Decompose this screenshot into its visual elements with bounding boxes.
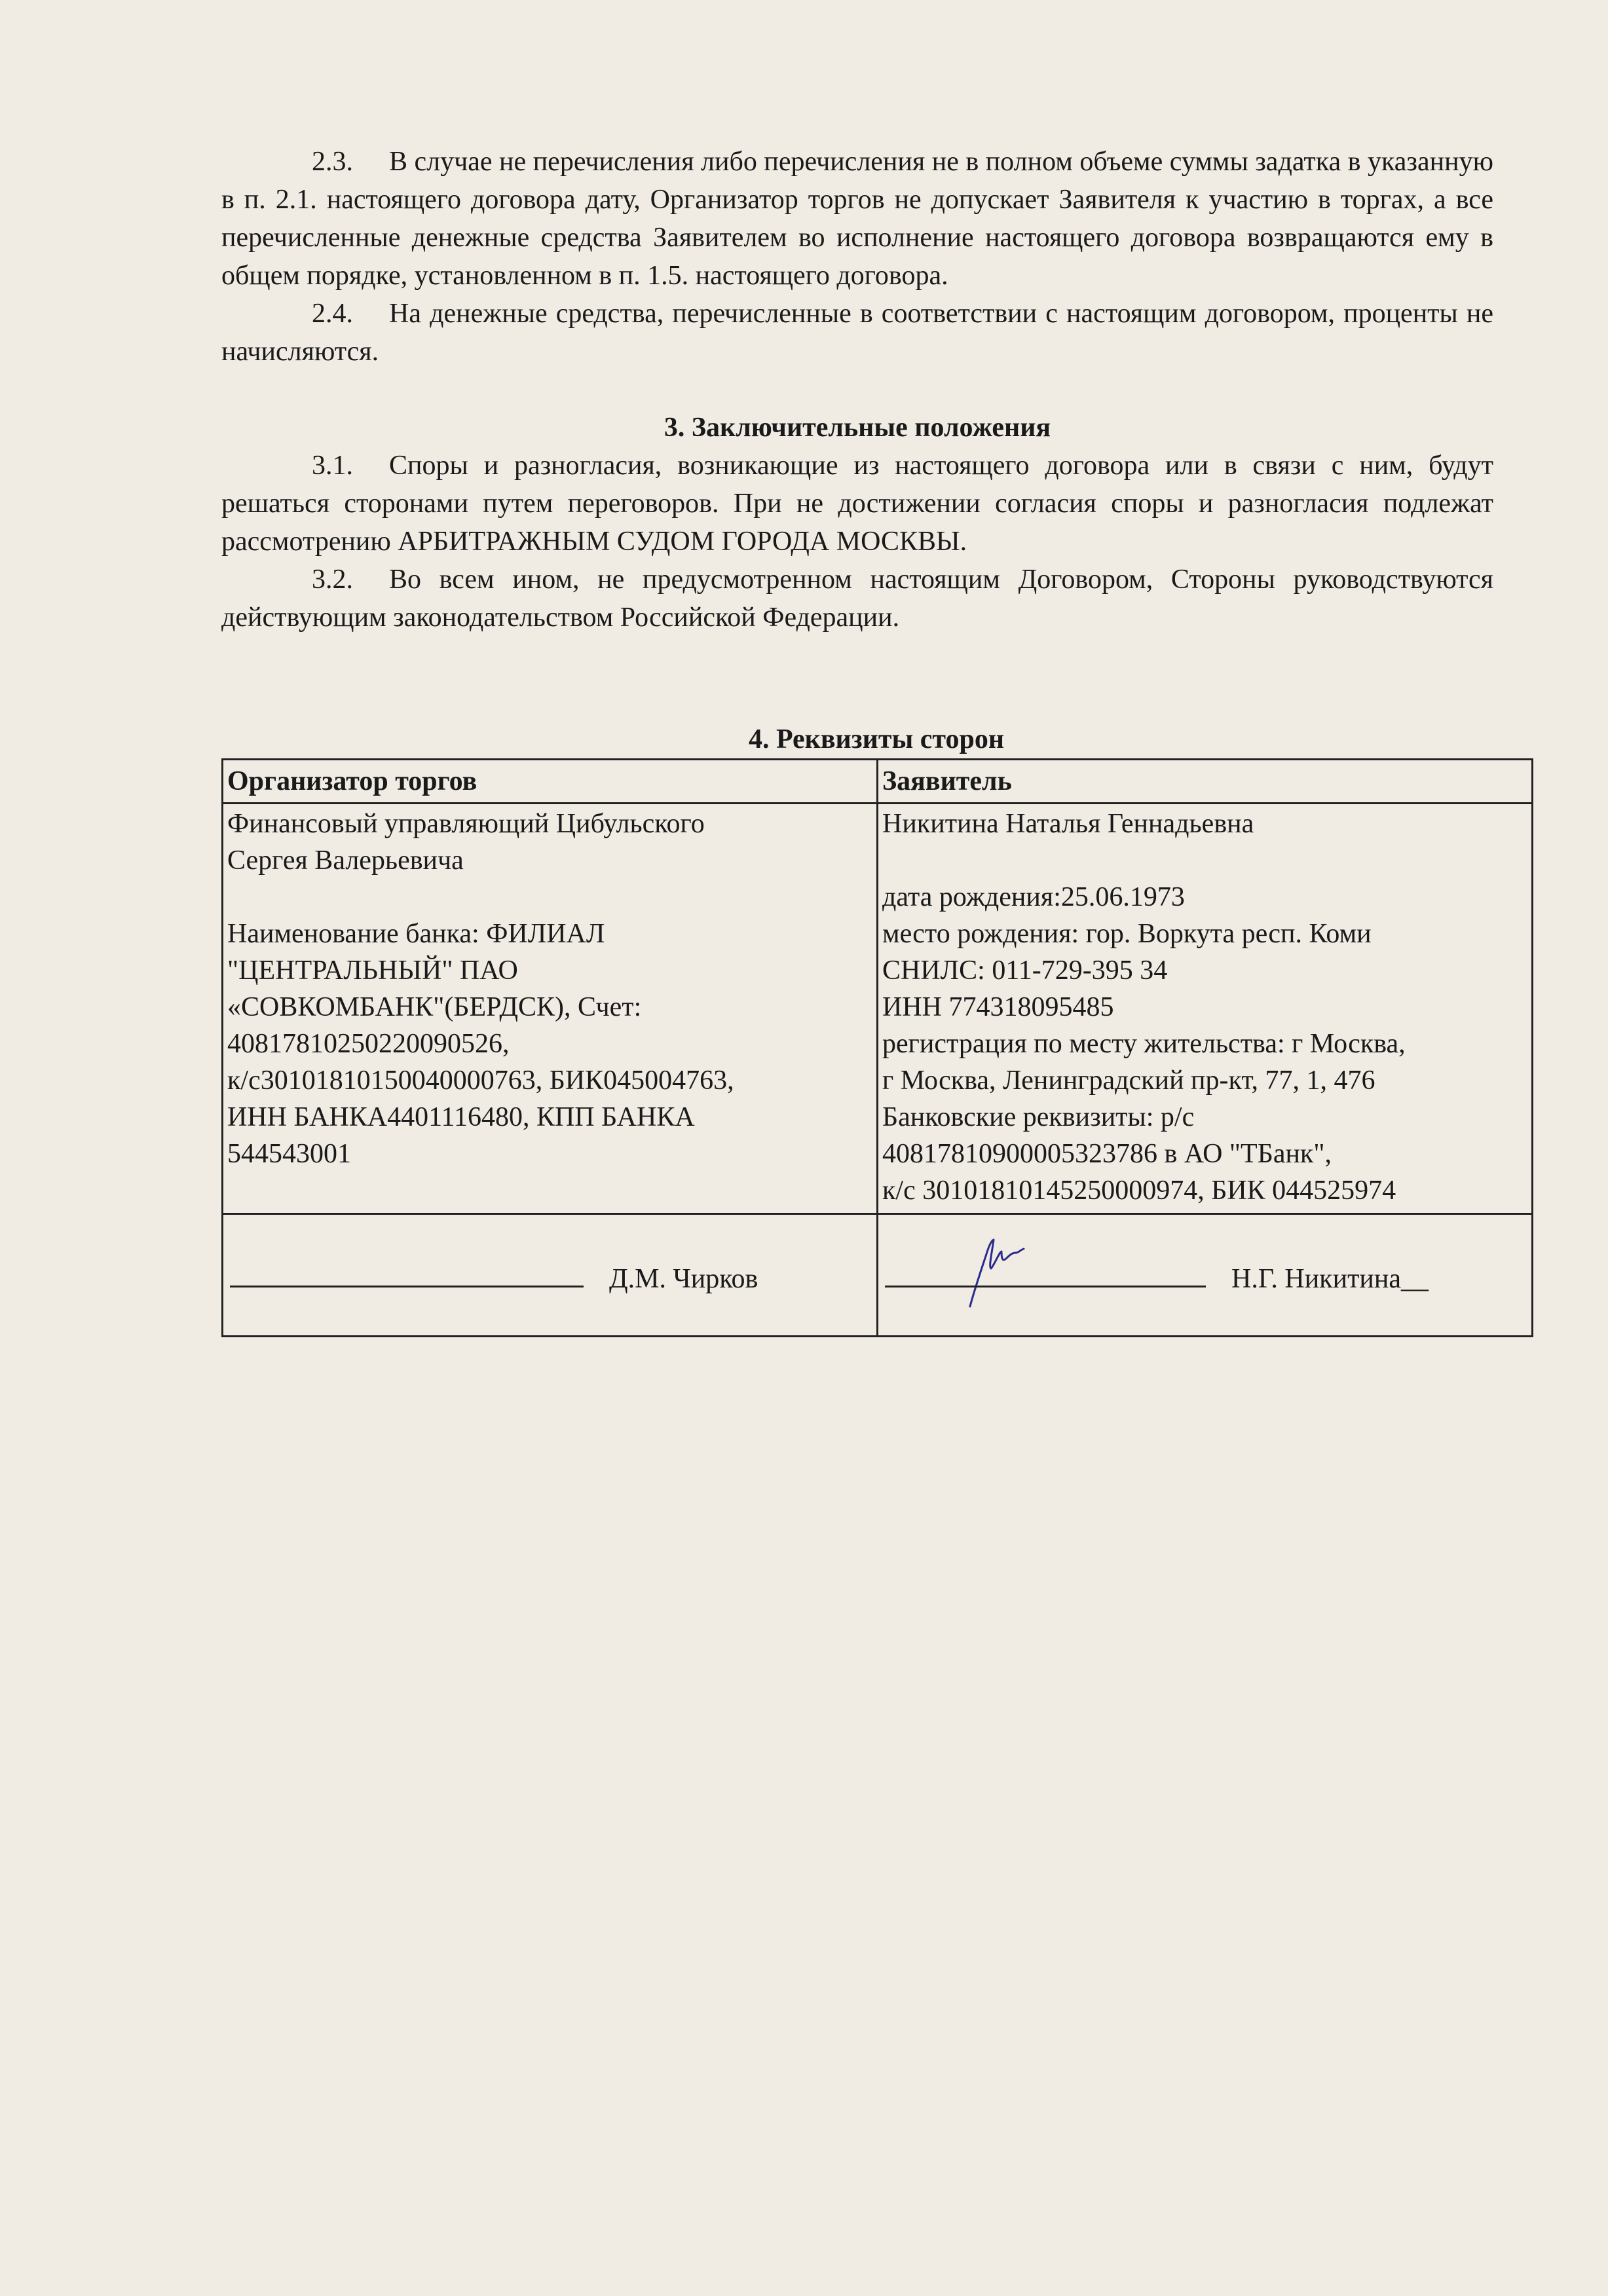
organizer-line: «СОВКОМБАНК"(БЕРДСК), Счет: [227, 992, 642, 1022]
organizer-sign-name: Д.М. Чирков [609, 1264, 758, 1294]
applicant-line: СНИЛС: 011-729-395 34 [882, 955, 1168, 986]
signature-underline [230, 1259, 584, 1287]
paragraph-text: На денежные средства, перечисленные в соответствии с настоящим договором, проценты не начисляются. [221, 299, 1493, 367]
paragraph-3-2 [221, 561, 1493, 637]
table-details-row [223, 804, 1533, 1214]
organizer-line: ИНН БАНКА4401116480, КПП БАНКА [227, 1102, 695, 1132]
organizer-signature-cell [223, 1214, 878, 1337]
paragraph-2-3 [221, 143, 1493, 295]
organizer-line [227, 879, 872, 916]
table-signature-row [223, 1214, 1533, 1337]
organizer-line: "ЦЕНТРАЛЬНЫЙ" ПАО [227, 955, 518, 986]
organizer-details [223, 804, 878, 1214]
organizer-line: 544543001 [227, 1139, 351, 1169]
applicant-line: Никитина Наталья Геннадьевна [882, 809, 1254, 839]
paragraph-text: В случае не перечисления либо перечисления не в полном объеме суммы задатка в указанную в п. 2.1. настоящего договора дату, Организатор торгов не допускает Заявителя к участию в торгах, а все перечисленные денежные средства Заявителем во исполнение настоящего договора возвращаются ему в общем порядке, установленном в п. 1.5. настоящего договора. [221, 147, 1493, 291]
paragraph-3-1 [221, 447, 1493, 561]
header-organizer: Организатор торгов [223, 760, 878, 804]
applicant-line: к/с 30101810145250000974, БИК 044525974 [882, 1176, 1396, 1206]
applicant-line: дата рождения:25.06.1973 [882, 882, 1185, 912]
section-4-title: 4. Реквизиты сторон [748, 724, 1005, 754]
paragraph-number: 3.2. [312, 565, 353, 595]
applicant-line: г Москва, Ленинградский пр-кт, 77, 1, 476 [882, 1065, 1375, 1096]
organizer-line: Наименование банка: ФИЛИАЛ [227, 919, 605, 949]
applicant-line: ИНН 774318095485 [882, 992, 1114, 1022]
document-body [221, 143, 1493, 637]
paragraph-text: Споры и разногласия, возникающие из настоящего договора или в связи с ним, будут решаться сторонами путем переговоров. При не достижении согласия споры и разногласия подлежат рассмотрению АРБИТРАЖНЫМ СУДОМ ГОРОДА МОСКВЫ. [221, 451, 1493, 557]
organizer-line: 40817810250220090526, [227, 1029, 510, 1059]
signature-underline [885, 1259, 1206, 1287]
applicant-line: 40817810900005323786 в АО "ТБанк", [882, 1139, 1332, 1169]
applicant-sign-name: Н.Г. Никитина__ [1231, 1264, 1429, 1294]
applicant-signature-cell [878, 1214, 1533, 1337]
paragraph-text: Во всем ином, не предусмотренном настоящим Договором, Стороны руководствуются действующим законодательством Российской Федерации. [221, 565, 1493, 633]
applicant-line: место рождения: гор. Воркута респ. Коми [882, 919, 1372, 949]
applicant-line [882, 842, 1527, 879]
section-3-title: 3. Заключительные положения [664, 413, 1051, 443]
requisites-table [221, 758, 1533, 1337]
organizer-line: Финансовый управляющий Цибульского [227, 809, 705, 839]
applicant-line: Банковские реквизиты: р/с [882, 1102, 1195, 1132]
applicant-line: регистрация по месту жительства: г Москва, [882, 1029, 1406, 1059]
paragraph-number: 2.3. [312, 147, 353, 177]
organizer-line: Сергея Валерьевича [227, 845, 464, 876]
paragraph-number: 3.1. [312, 451, 353, 481]
organizer-signature-line [230, 1259, 758, 1297]
header-applicant: Заявитель [878, 760, 1533, 804]
applicant-details [878, 804, 1533, 1214]
table-header-row [223, 760, 1533, 804]
paragraph-2-4 [221, 295, 1493, 371]
paragraph-number: 2.4. [312, 299, 353, 329]
organizer-line: к/с30101810150040000763, БИК045004763, [227, 1065, 734, 1096]
applicant-signature-line [885, 1259, 1429, 1297]
